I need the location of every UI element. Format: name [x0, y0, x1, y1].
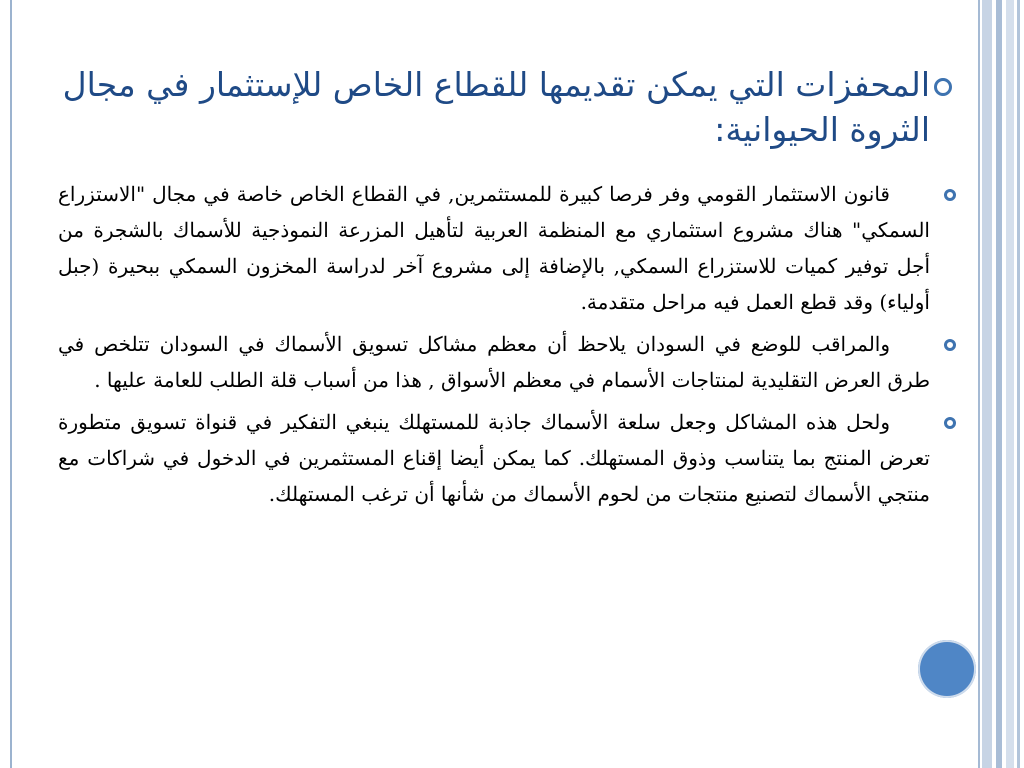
paragraph-1 — [58, 176, 930, 320]
bullet-icon — [944, 339, 956, 351]
paragraph-2-text: والمراقب للوضع في السودان يلاحظ أن معظم مشاكل تسويق الأسماك في السودان تتلخص في طرق العرض التقليدية لمنتاجات الأسمام في معظم الأسواق , هذا من أسباب قلة الطلب للعامة عليها . — [58, 332, 930, 392]
bullet-icon — [944, 417, 956, 429]
right-stripe-2 — [982, 0, 992, 768]
title-bullet-icon — [934, 78, 952, 96]
right-stripe-5 — [1017, 0, 1020, 768]
right-stripe-4 — [1006, 0, 1014, 768]
decorative-circle-icon — [918, 640, 976, 698]
left-border-line — [10, 0, 12, 768]
paragraph-3-text: ولحل هذه المشاكل وجعل سلعة الأسماك جاذبة للمستهلك ينبغي التفكير في قنواة تسويق متطورة تعرض المنتج بما يتناسب وذوق المستهلك. كما يمكن أيضا إقناع المستثمرين في الدخول في شراكات مع منتجي الأسماك لتصنيع منتجات من لحوم الأسماك من شأنها أن ترغب المستهلك. — [58, 410, 930, 506]
slide-content — [58, 176, 930, 518]
slide-title: المحفزات التي يمكن تقديمها للقطاع الخاص للإستثمار في مجال الثروة الحيوانية: — [62, 65, 930, 149]
paragraph-2 — [58, 326, 930, 398]
right-stripe-1 — [978, 0, 980, 768]
paragraph-1-text: قانون الاستثمار القومي وفر فرصا كبيرة للمستثمرين, في القطاع الخاص خاصة في مجال "الاستزراع السمكي" هناك مشروع استثماري مع المنظمة العربية لتأهيل المزرعة النموذجية للأسماك بالشجرة من أجل توفير كميات للاستزراع السمكي, بالإضافة إلى مشروع آخر لدراسة المخزون السمكي ببحيرة (جبل أولياء) وقد قطع العمل فيه مراحل متقدمة. — [58, 182, 930, 314]
right-decorative-band — [974, 0, 1024, 768]
right-stripe-3 — [996, 0, 1002, 768]
bullet-icon — [944, 189, 956, 201]
paragraph-3 — [58, 404, 930, 512]
